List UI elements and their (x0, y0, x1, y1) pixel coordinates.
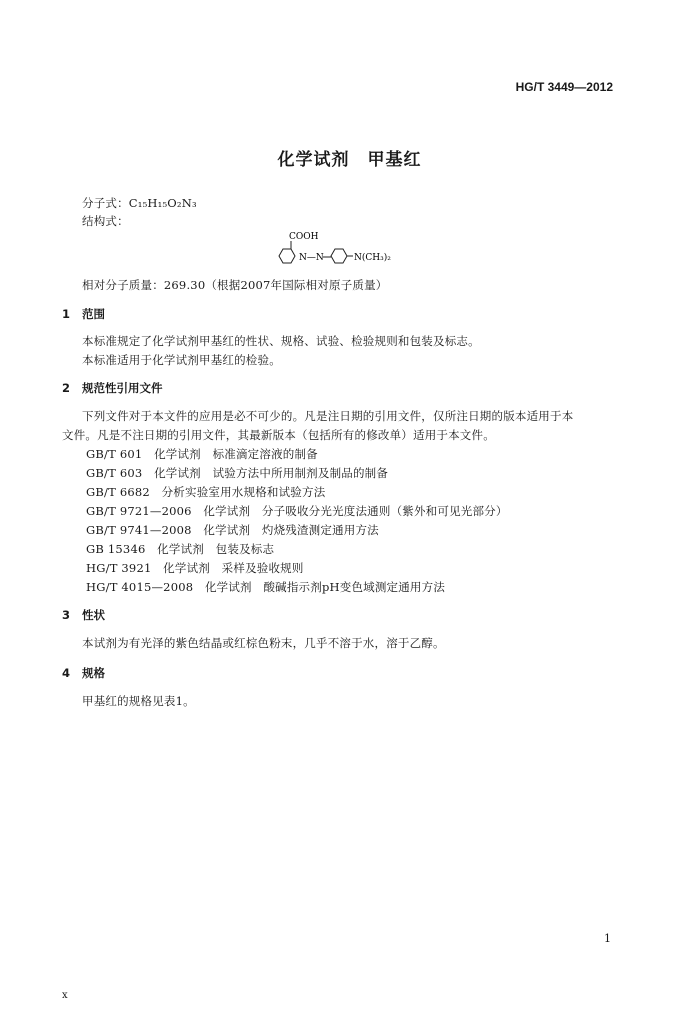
corner-mark: x (62, 990, 68, 1001)
section-2-intro-line-2: 文件。凡是不注日期的引用文件，其最新版本（包括所有的修改单）适用于本文件。 (62, 428, 495, 442)
reference-item: GB 15346 化学试剂 包装及标志 (86, 542, 275, 556)
reference-item: GB/T 9721—2006 化学试剂 分子吸收分光光度法通则（紫外和可见光部分） (86, 504, 508, 518)
section-1-paragraph-1: 本标准规定了化学试剂甲基红的性状、规格、试验、检验规则和包装及标志。 (82, 334, 480, 348)
reference-item: GB/T 601 化学试剂 标准滴定溶液的制备 (86, 447, 318, 461)
section-number: 1 (62, 307, 71, 321)
reference-item: GB/T 603 化学试剂 试验方法中所用制剂及制品的制备 (86, 466, 389, 480)
dimethylamino-group-label: N(CH₃)₂ (354, 253, 391, 263)
section-2-intro-line-1: 下列文件对于本文件的应用是必不可少的。凡是注日期的引用文件，仅所注日期的版本适用于本 (82, 409, 574, 423)
reference-item: GB/T 9741—2008 化学试剂 灼烧残渣测定通用方法 (86, 523, 379, 537)
section-title: 规格 (82, 666, 105, 680)
molar-mass: 相对分子质量：269.30（根据2007年国际相对原子质量） (82, 278, 388, 292)
section-3-paragraph: 本试剂为有光泽的紫色结晶或红棕色粉末，几乎不溶于水，溶于乙醇。 (82, 636, 445, 650)
page-number: 1 (604, 932, 611, 945)
molecular-formula: 分子式：C₁₅H₁₅O₂N₃ (82, 196, 197, 210)
section-number: 4 (62, 666, 71, 680)
section-title: 范围 (82, 307, 105, 321)
standard-number: HG/T 3449—2012 (515, 80, 613, 94)
section-title: 性状 (82, 608, 105, 622)
document-title: 化学试剂 甲基红 (277, 150, 422, 170)
benzene-ring-right (331, 249, 347, 263)
structural-formula (265, 227, 425, 273)
structure-label: 结构式： (82, 214, 129, 228)
section-heading-1 (62, 306, 105, 322)
section-4-paragraph: 甲基红的规格见表1。 (82, 694, 195, 708)
section-heading-3 (62, 607, 105, 623)
reference-item: HG/T 3921 化学试剂 采样及验收规则 (86, 561, 304, 575)
reference-item: GB/T 6682 分析实验室用水规格和试验方法 (86, 485, 326, 499)
section-title: 规范性引用文件 (82, 381, 163, 395)
section-1-paragraph-2: 本标准适用于化学试剂甲基红的检验。 (82, 353, 281, 367)
cooh-group-label: COOH (289, 232, 319, 242)
benzene-ring-left (279, 249, 295, 263)
section-heading-4 (62, 665, 105, 681)
reference-item: HG/T 4015—2008 化学试剂 酸碱指示剂pH变色域测定通用方法 (86, 580, 446, 594)
section-number: 2 (62, 381, 71, 395)
section-number: 3 (62, 608, 71, 622)
section-heading-2 (62, 380, 163, 396)
azo-group-label: N—N (299, 253, 324, 263)
